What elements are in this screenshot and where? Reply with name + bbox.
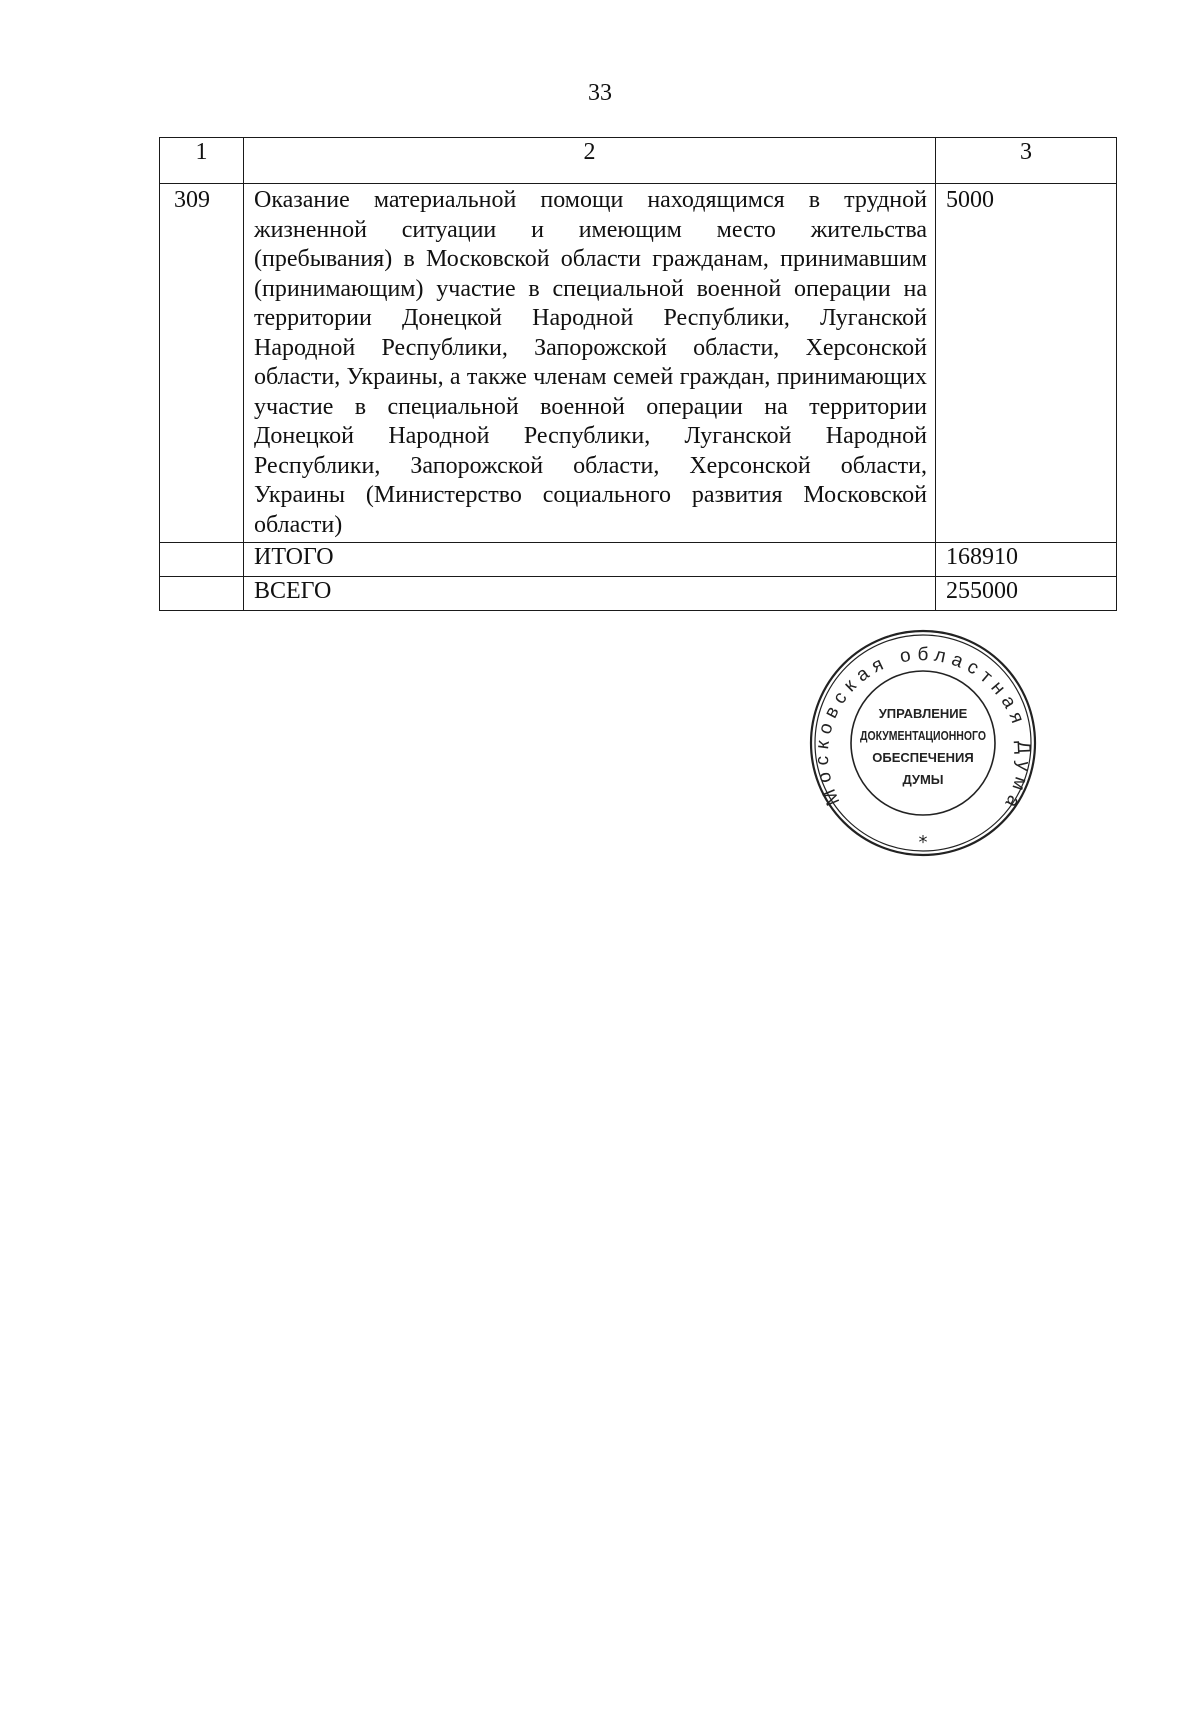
grand-total-label: ВСЕГО [244,577,936,611]
row-number: 309 [160,184,244,543]
stamp-center-line-1: УПРАВЛЕНИЕ [878,706,968,721]
page-number: 33 [588,80,612,106]
row-value: 5000 [936,184,1117,543]
stamp-inner-circle [851,671,995,815]
official-stamp [808,628,1038,858]
total-value: 168910 [936,543,1117,577]
stamp-center-line-4: ДУМЫ [902,772,944,787]
grand-total-row [160,577,1117,611]
grand-total-value: 255000 [936,577,1117,611]
header-col-3: 3 [936,138,1117,184]
stamp-outer-circle-inner [815,635,1031,851]
stamp-center-line-3: ОБЕСПЕЧЕНИЯ [872,750,974,765]
budget-table [159,137,1117,611]
header-col-1: 1 [160,138,244,184]
grand-total-empty-cell [160,577,244,611]
stamp-ring-text: Московская областная Дума [811,644,1035,817]
row-description: Оказание материальной помощи находящимся в трудной жизненной ситуации и имеющим место жительства (пребывания) в Московской области гражданам, принимавшим (принимающим) участие в специальной военной операции на территории Донецкой Народной Республики, Луганской Народной Республики, Запорожской области, Херсонской области, Украины, а также членам семей граждан, принимающих участие в специальной военной операции на территории Донецкой Народной Республики, Луганской Народной Республики, Запорожской области, Херсонской области, Украины (Министерство социального развития Московской области) [244,184,936,543]
stamp-center-line-2: ДОКУМЕНТАЦИОННОГО [860,728,986,743]
total-label: ИТОГО [244,543,936,577]
header-col-2: 2 [244,138,936,184]
total-empty-cell [160,543,244,577]
total-row [160,543,1117,577]
stamp-star-icon: * [918,832,928,853]
table-row [160,184,1117,543]
table-header-row [160,138,1117,184]
